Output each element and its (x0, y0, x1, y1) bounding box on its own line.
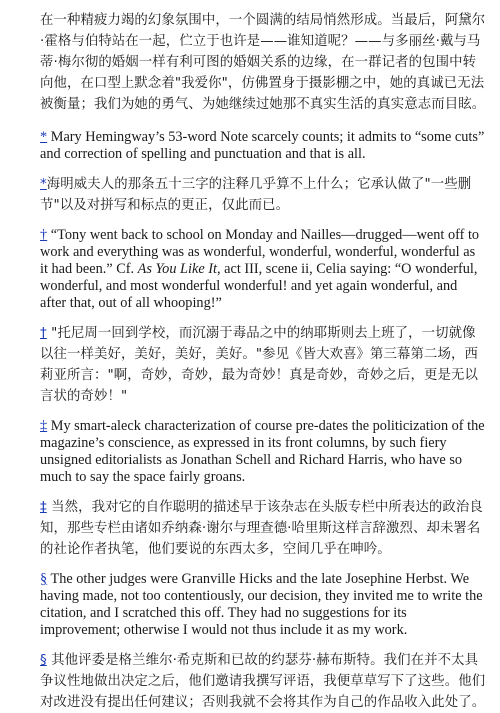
note-4-en-text: The other judges were Granville Hicks and the late Josephine Herbst. We having made, not too contentiously, our decision, they invited me to write the citation, and I scratched this off. They had no suggestions for its improvement; otherwise I would not thus include it as my work. (40, 571, 483, 638)
note-2-en-text-after: , act III, scene ii, Celia saying: “O wonderful, wonderful, and most wonderful wonderful! and yet again wonderful, and after that, out of all whooping!” (40, 261, 478, 311)
note-3-en (40, 418, 486, 486)
footnote-mark-double-dagger-zh[interactable]: ‡ (40, 500, 47, 515)
footnote-mark-asterisk[interactable]: * (40, 129, 48, 145)
footnote-mark-section[interactable]: § (40, 571, 48, 587)
footnote-mark-section-zh[interactable]: § (40, 653, 47, 668)
note-2-zh-text: "托尼周一回到学校，而沉溺于毒品之中的纳耶斯则去上班了，一切就像以往一样美好，美好，美好，美好。"参见《皆大欢喜》第三幕第二场，西莉亚所言："啊，奇妙，奇妙，最为奇妙！真是奇妙，奇妙之后，更是无以言状的奇妙！" (40, 326, 478, 404)
note-4-en (40, 571, 486, 639)
note-2-zh (40, 323, 486, 407)
footnote-mark-asterisk-zh[interactable]: * (40, 177, 47, 192)
note-1-en (40, 129, 486, 163)
footnote-mark-dagger-zh[interactable]: † (40, 326, 47, 341)
footnote-mark-double-dagger[interactable]: ‡ (40, 418, 48, 434)
note-3-en-text: My smart-aleck characterization of course pre-dates the politicization of the magazine’s conscience, as expressed in its front columns, by such fiery unsigned editorialists as Jonathan Schell and Richard Harris, who have so much to say the space fairly groans. (40, 418, 485, 485)
note-4-zh-text: 其他评委是格兰维尔·希克斯和已故的约瑟芬·赫布斯特。我们在并不太具争议性地做出决定之后，他们邀请我撰写评语，我便草草写下了这些。他们对改进没有提出任何建议；否则我就不会将其作为自己的作品收入此处了。 (40, 653, 486, 710)
note-4-zh (40, 650, 486, 713)
note-1-en-text: Mary Hemingway’s 53-word Note scarcely counts; it admits to “some cuts” and correction of spelling and punctuation and that is all. (40, 129, 485, 162)
footnote-mark-dagger[interactable]: † (40, 227, 48, 243)
note-3-zh (40, 497, 486, 560)
note-1-zh (40, 174, 486, 216)
note-2-en-text-before: “Tony went back to school on Monday and Nailles—drugged—went off to work and everything was as wonderful, wonderful, wonderful, wonderful as it had been.” Cf. (40, 227, 480, 277)
note-2-en-title: As You Like It (137, 261, 217, 277)
note-3-zh-text: 当然，我对它的自作聪明的描述早于该杂志在头版专栏中所表达的政治良知，那些专栏由诸如乔纳森·谢尔与理查德·哈里斯这样言辞激烈、却未署名的社论作者执笔，他们要说的东西太多，空间几乎在呻吟。 (40, 500, 483, 557)
note-2-en (40, 227, 486, 312)
note-1-zh-text: 海明威夫人的那条五十三字的注释几乎算不上什么；它承认做了"一些删节"以及对拼写和标点的更正，仅此而已。 (40, 177, 472, 213)
intro-paragraph-zh: 在一种精疲力竭的幻象氛围中，一个圆满的结局悄然形成。当最后，阿黛尔·霍格与伯特站在一起，伫立于也许是——谁知道呢？——与多丽丝·戴与马蒂·梅尔彻的婚姻一样有利可图的婚姻关系的边缘，在一群记者的包围中转向他，在口型上默念着"我爱你"，仿佛置身于摄影棚之中，她的真诚已无法被衡量；我们为她的勇气、为她继续过她那不真实生活的真实意志而目眩。 (40, 13, 486, 112)
